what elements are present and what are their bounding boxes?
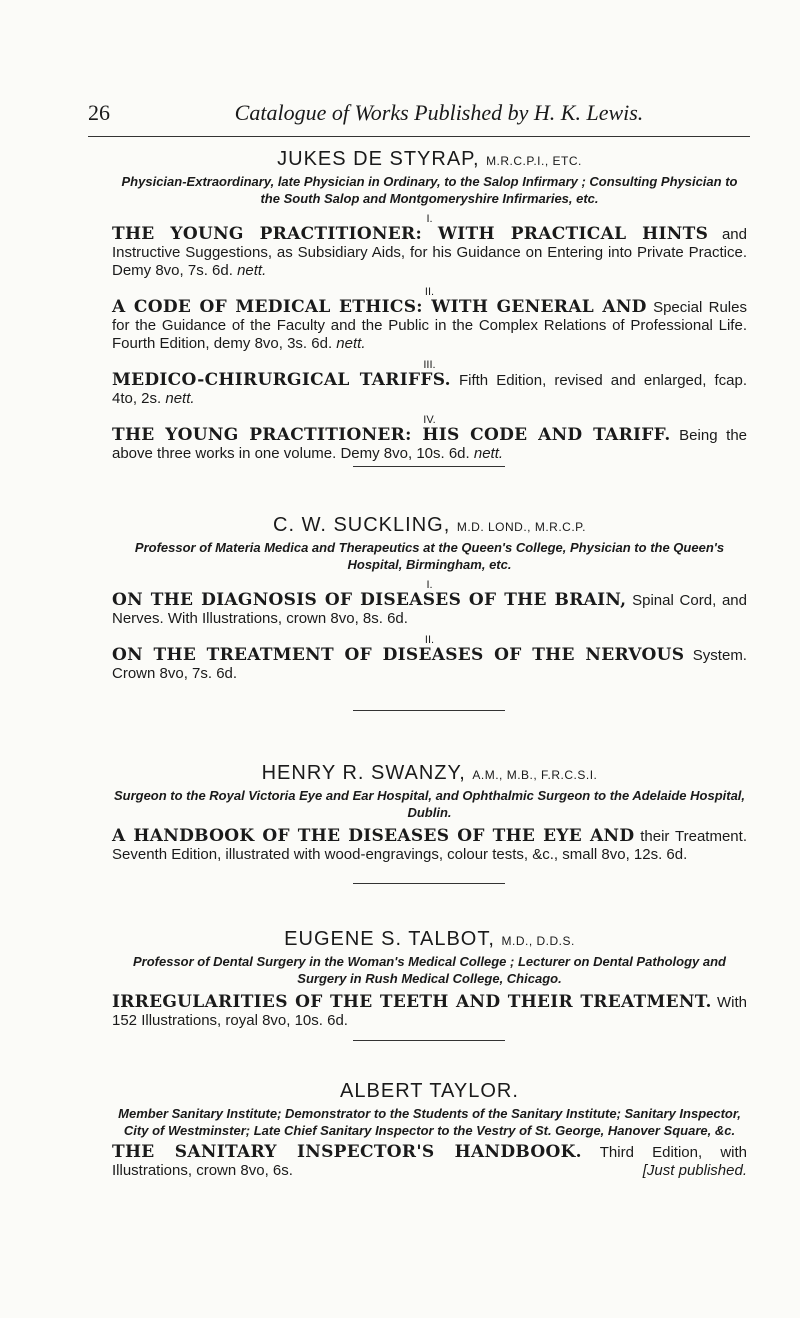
- work-title: IRREGULARITIES OF THE TEETH AND THEIR TREATMENT.: [112, 992, 712, 1012]
- work-number: II.: [424, 634, 435, 646]
- price-nett: nett.: [165, 390, 195, 407]
- work-number: II.: [424, 286, 435, 298]
- work-details: System. Crown 8vo, 7s. 6d.: [112, 647, 747, 682]
- section-divider: [353, 466, 505, 467]
- work-entry: [112, 646, 747, 683]
- page-number: 26: [88, 100, 110, 125]
- work-entry: [112, 225, 747, 280]
- author-name: HENRY R. SWANZY, A.M., M.B., F.R.C.S.I.: [261, 762, 598, 784]
- work-details: Special Rules for the Guidance of the Faculty and the Public in the Complex Relations of Professional Life. Fourth Edition, demy 8vo, 3s. 6d.: [112, 299, 747, 352]
- section-divider: [353, 710, 505, 711]
- work-entry: [112, 1143, 747, 1180]
- work-details: their Treatment. Seventh Edition, illustrated with wood-engravings, colour tests, &c., small 8vo, 12s. 6d.: [112, 828, 747, 863]
- work-entry: [112, 298, 747, 353]
- running-title: Catalogue of Works Published by H. K. Lewis.: [234, 100, 644, 125]
- author-name: ALBERT TAYLOR.: [340, 1080, 519, 1102]
- work-title: A HANDBOOK OF THE DISEASES OF THE EYE AND: [112, 826, 635, 846]
- work-title: A CODE OF MEDICAL ETHICS: WITH GENERAL AND: [112, 297, 647, 317]
- author-name: EUGENE S. TALBOT, M.D., D.D.S.: [284, 928, 575, 950]
- work-number: IV.: [423, 414, 436, 426]
- author-name: C. W. SUCKLING, M.D. LOND., M.R.C.P.: [273, 514, 586, 536]
- section-divider: [353, 883, 505, 884]
- price-nett: nett.: [237, 262, 267, 279]
- work-title: MEDICO-CHIRURGICAL TARIFFS.: [112, 370, 451, 390]
- work-details: and Instructive Suggestions, as Subsidiary Aids, for his Guidance on Entering into Private Practice. Demy 8vo, 7s. 6d.: [112, 226, 747, 279]
- work-entry: [112, 591, 747, 628]
- work-number: I.: [426, 579, 433, 591]
- publication-status: [Just published.: [642, 1162, 747, 1179]
- work-number: I.: [426, 213, 433, 225]
- work-details: Third Edition, with Illustrations, crown 8vo, 6s.: [112, 1144, 747, 1179]
- section-divider: [353, 1040, 505, 1041]
- price-nett: nett.: [336, 335, 366, 352]
- work-details: Being the above three works in one volume. Demy 8vo, 10s. 6d.: [112, 427, 748, 462]
- work-details: With 152 Illustrations, royal 8vo, 10s. 6d.: [112, 994, 747, 1029]
- author-description: Physician-Extraordinary, late Physician in Ordinary, to the Salop Infirmary ; Consulting Physician to the South Salop and Montgomeryshire Infirmaries, etc.: [121, 174, 738, 206]
- work-title: THE YOUNG PRACTITIONER: WITH PRACTICAL HINTS: [112, 224, 709, 244]
- author-degrees: A.M., M.B., F.R.C.S.I.: [472, 768, 598, 782]
- work-entry: [112, 993, 747, 1030]
- work-entry: [112, 371, 747, 408]
- author-degrees: M.R.C.P.I., ETC.: [486, 154, 582, 168]
- work-title: THE SANITARY INSPECTOR'S HANDBOOK.: [112, 1142, 582, 1162]
- author-description: Member Sanitary Institute; Demonstrator to the Students of the Sanitary Institute; Sanitary Inspector, City of Westminster; Late Chief Sanitary Inspector to the Vestry of St. George, Hanover Square, &c.: [118, 1106, 741, 1138]
- author-description: Professor of Materia Medica and Therapeutics at the Queen's College, Physician to the Queen's Hospital, Birmingham, etc.: [134, 540, 725, 572]
- page-header: [88, 96, 750, 137]
- author-degrees: M.D. LOND., M.R.C.P.: [456, 520, 586, 534]
- work-entry: [112, 827, 747, 864]
- price-nett: nett.: [473, 445, 504, 462]
- work-title: ON THE TREATMENT OF DISEASES OF THE NERVOUS: [112, 645, 685, 665]
- author-name: JUKES DE STYRAP, M.R.C.P.I., ETC.: [277, 148, 582, 170]
- author-description: Surgeon to the Royal Victoria Eye and Ear Hospital, and Ophthalmic Surgeon to the Adelaide Hospital, Dublin.: [113, 788, 746, 820]
- work-entry: [112, 426, 747, 463]
- work-title: ON THE DIAGNOSIS OF DISEASES OF THE BRAIN,: [112, 590, 627, 610]
- work-title: THE YOUNG PRACTITIONER: HIS CODE AND TARIFF.: [112, 425, 671, 445]
- author-description: Professor of Dental Surgery in the Woman's Medical College ; Lecturer on Dental Pathology and Surgery in Rush Medical College, Chicago.: [132, 954, 726, 986]
- work-details: Fifth Edition, revised and enlarged, fcap. 4to, 2s.: [112, 372, 747, 407]
- work-number: III.: [423, 359, 436, 371]
- author-degrees: M.D., D.D.S.: [501, 934, 575, 948]
- work-details: Spinal Cord, and Nerves. With Illustrations, crown 8vo, 8s. 6d.: [112, 592, 747, 627]
